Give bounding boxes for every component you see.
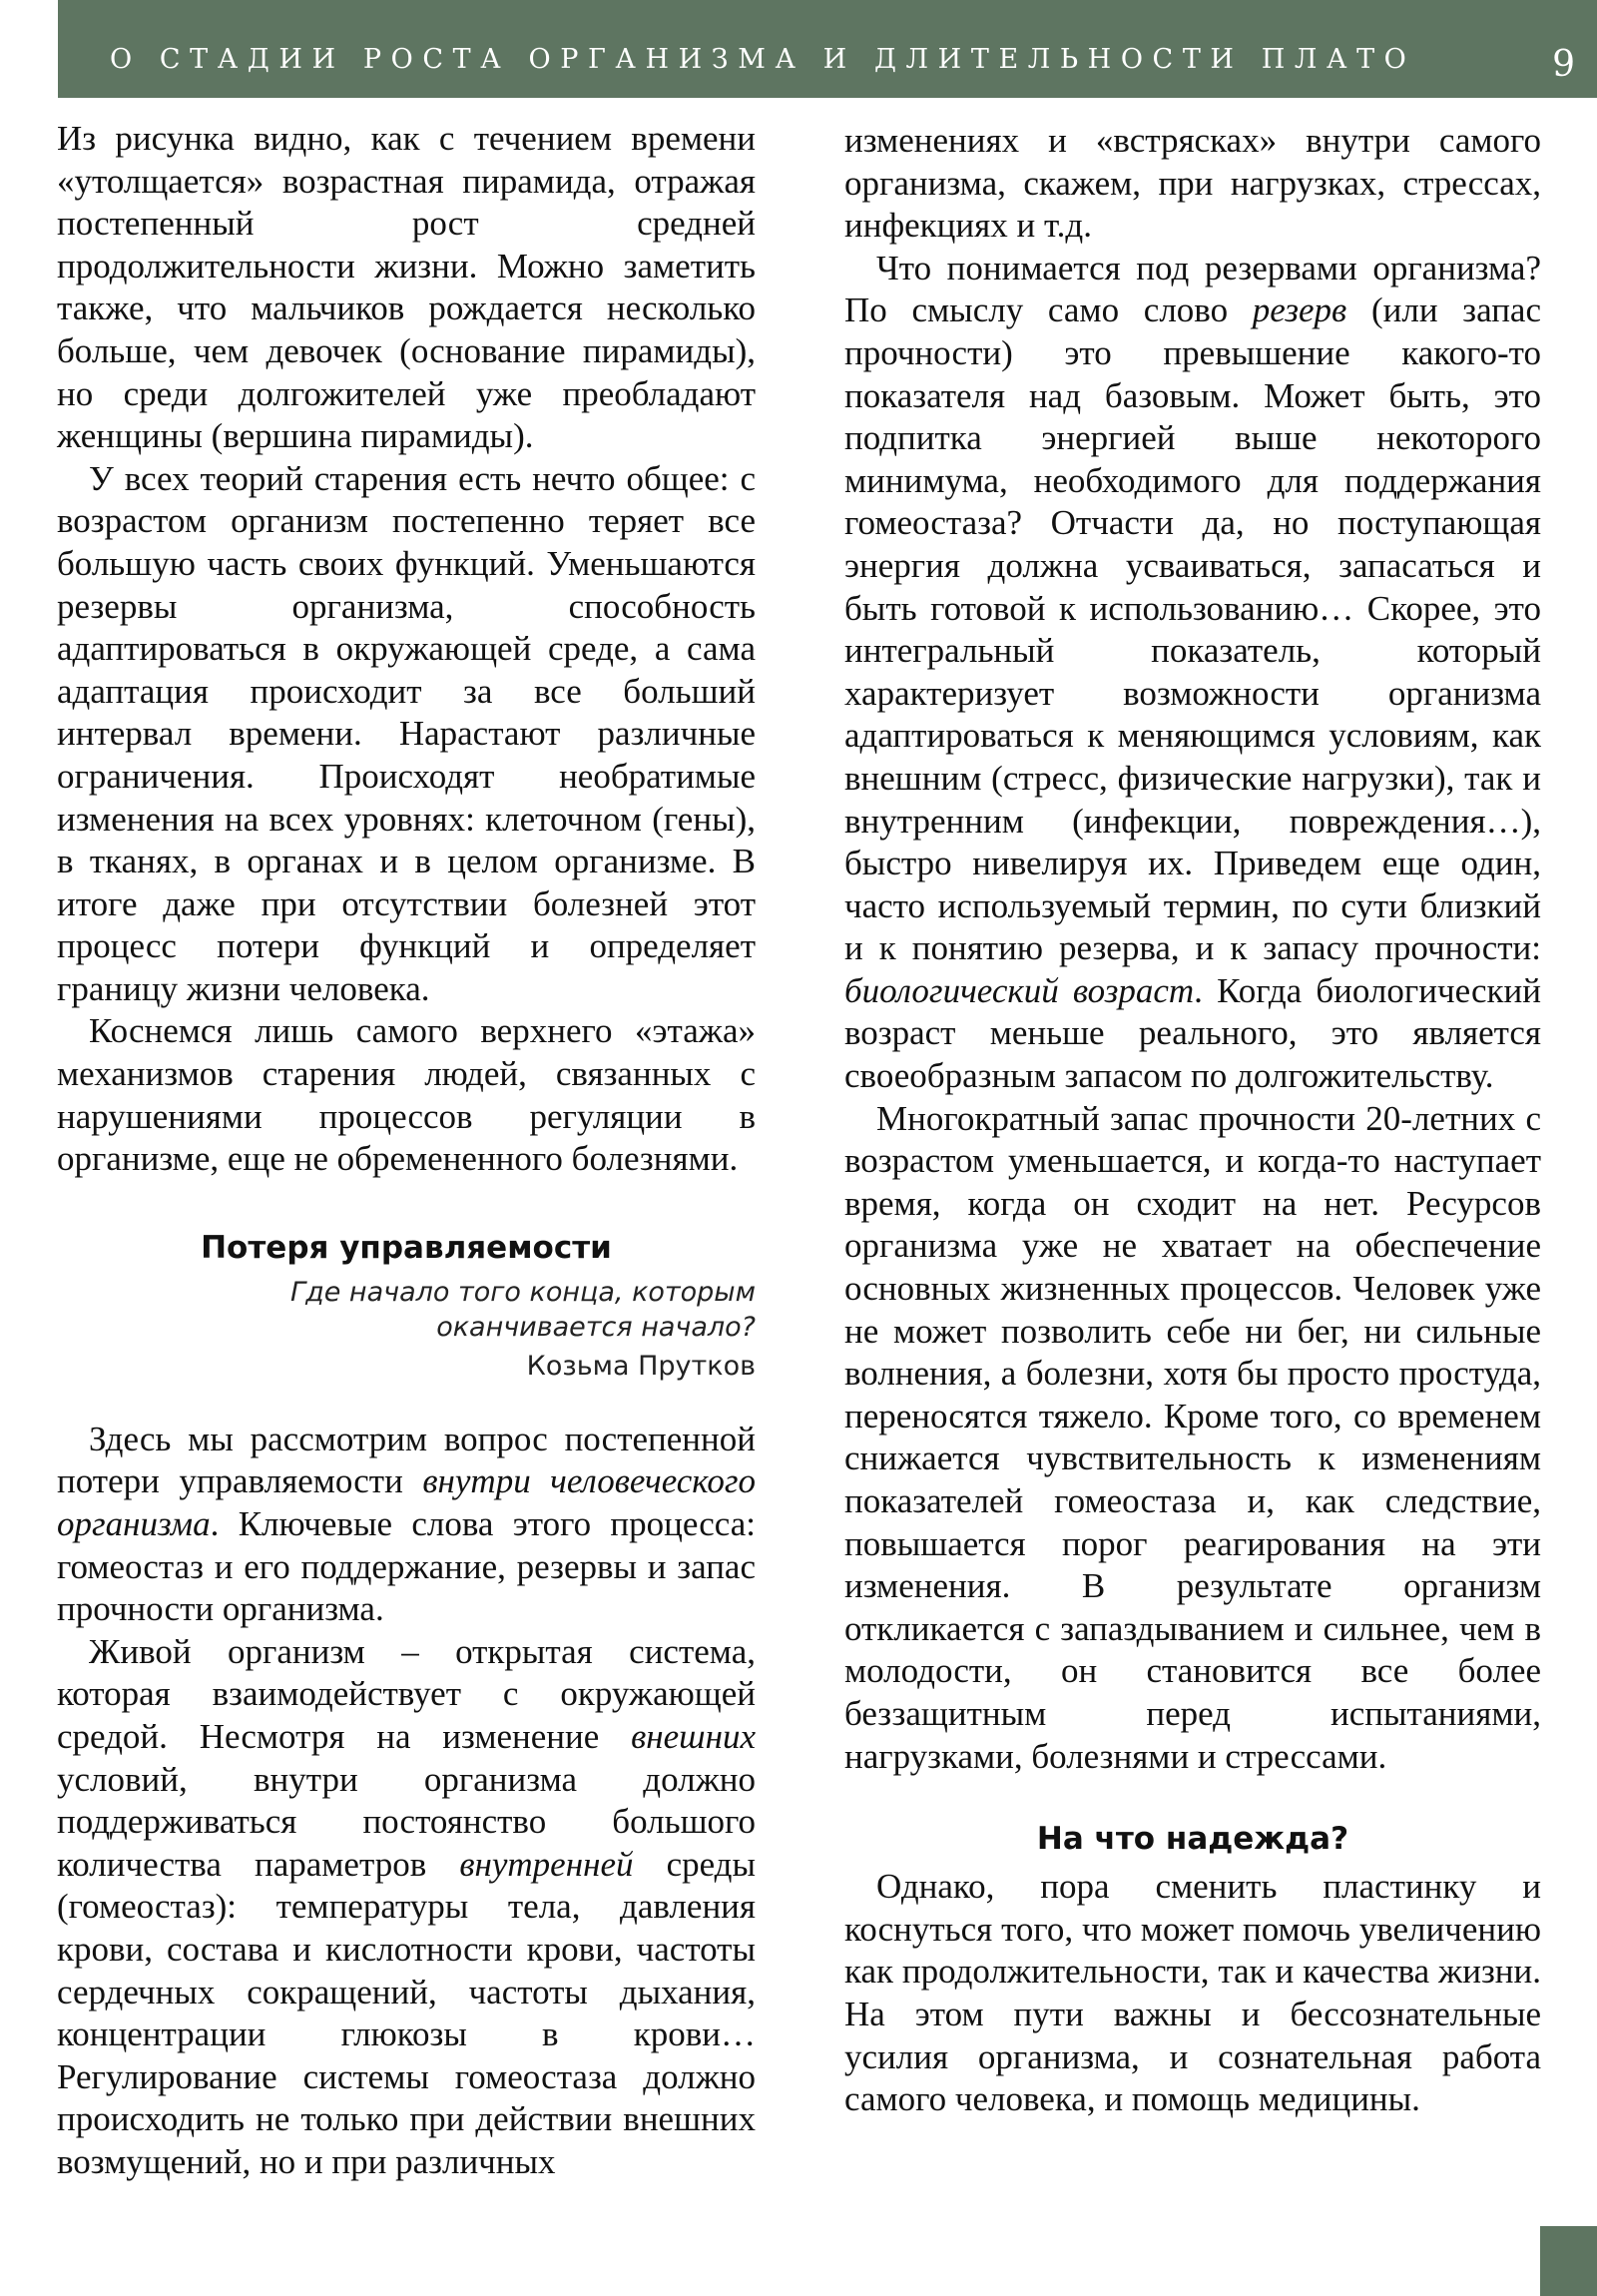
running-header [58,0,1597,98]
italic-text: резерв [1252,290,1347,330]
paragraph: Многократный запас прочности 20-летних с возрастом уменьшается, и когда-то наступает время, когда он сходит на нет. Ресурсов организма уже не хватает на обеспечение основных жизненных процессов. Человек уже не может позволить себе ни бег, ни сильные волнения, а болезни, хотя бы просто простуда, переносятся тяжело. Кроме того, со временем снижается чувствительность к изменениям показателей гомеостаза и, как следствие, повышается порог реагирования на эти изменения. В результате организм откликается с запаздыванием и сильнее, чем в молодости, он становится все более беззащитным перед испытаниями, нагрузками, болезнями и стрессами. [844,1098,1541,1776]
section-heading: На что надежда? [1036,1821,1349,1858]
text-run: (или запас прочности) это превышение какого-то показателя над базовым. Может быть, это подпитка энергией выше некоторого минимума, необходимого для поддержания гомеостаза? Отчасти да, но поступающая энергия должна усваиваться, запасаться и быть готовой к использованию… Скорее, это интегральный показатель, который характеризует возможности организма адаптироваться к меняющимся условиям, как внешним (стресс, физические нагрузки), так и внутренним (инфекции, повреждения…), быстро нивелируя их. Приведем еще один, часто используемый термин, по сути близкий и к понятию резерва, и к запасу прочности: [844,290,1541,968]
text-run: . Ключевые слова этого процесса: гомеостаз и его поддержание, резервы и запас прочности организма. [57,1504,756,1629]
text-run: Живой организм – открытая система, которая взаимодействует с окружающей средой. Несмотря на изменение [57,1631,756,1756]
epigraph-author: Козьма Прутков [526,1350,756,1382]
italic-text: внешних [631,1717,756,1756]
running-header-title: О СТАДИИ РОСТА ОРГАНИЗМА И ДЛИТЕЛЬНОСТИ ПЛАТО [110,44,1416,75]
page-number: 9 [1552,44,1575,85]
right-column [844,120,1541,2121]
paragraph [57,1631,756,2184]
paragraph [844,248,1541,1098]
paragraph: изменениях и «встрясках» внутри самого организма, скажем, при нагрузках, стрессах, инфекциях и т.д. [844,121,1541,246]
epigraph: Где начало того конца, которым оканчивается начало? [290,1276,756,1343]
paragraph [57,1419,756,1631]
italic-text: внутри человеческого организма [57,1461,756,1544]
paragraph: У всех теорий старения есть нечто общее: с возрастом организм постепенно теряет все большую часть своих функций. Уменьшаются резервы организма, способность адаптироваться в окружающей среде, а сама адаптация происходит за все больший интервал времени. Нарастают различные ограничения. Происходят необратимые изменения на всех уровнях: клеточном (гены), в тканях, в органах и в целом организме. В итоге даже при отсутствии болезней этот процесс потери функций и определяет границу жизни человека. [57,458,756,1008]
left-column [57,118,756,2184]
text-run: . Когда биологический возраст меньше реального, это является своеобразным запасом по долгожительству. [844,970,1541,1096]
paragraph: Коснемся лишь самого верхнего «этажа» механизмов старения людей, связанных с нарушениями процессов регуляции в организме, еще не обремененного болезнями. [57,1011,756,1179]
text-run: Что понимается под резервами организма? По смыслу само слово [844,248,1541,330]
text-run: Здесь мы рассмотрим вопрос постепенной потери управляемости [57,1419,756,1501]
paragraph: Однако, пора сменить пластинку и коснуться того, что может помочь увеличению как продолжительности, так и качества жизни. На этом пути важны и бессознательные усилия организма, и сознательная работа самого человека, и помощь медицины. [844,1867,1541,2119]
text-run: условий, внутри организма должно поддерживаться постоянство большого количества параметров [57,1759,756,1884]
italic-text: биологический возраст [844,970,1195,1010]
corner-decoration [1540,2226,1597,2296]
text-run: среды (гомеостаз): температуры тела, давления крови, состава и кислотности крови, частоты сердечных сокращений, частоты дыхания, концентрации глюкозы в крови… Регулирование системы гомеостаза должно происходить не только при действии внешних возмущений, но и при различных [57,1844,756,2181]
italic-text: внутренней [459,1844,634,1884]
section-heading: Потеря управляемости [201,1229,612,1266]
paragraph: Из рисунка видно, как с течением времени «утолщается» возрастная пирамида, отражая постепенный рост средней продолжительности жизни. Можно заметить также, что мальчиков рождается несколько больше, чем девочек (основание пирамиды), но среди долгожителей уже преобладают женщины (вершина пирамиды). [57,119,756,456]
